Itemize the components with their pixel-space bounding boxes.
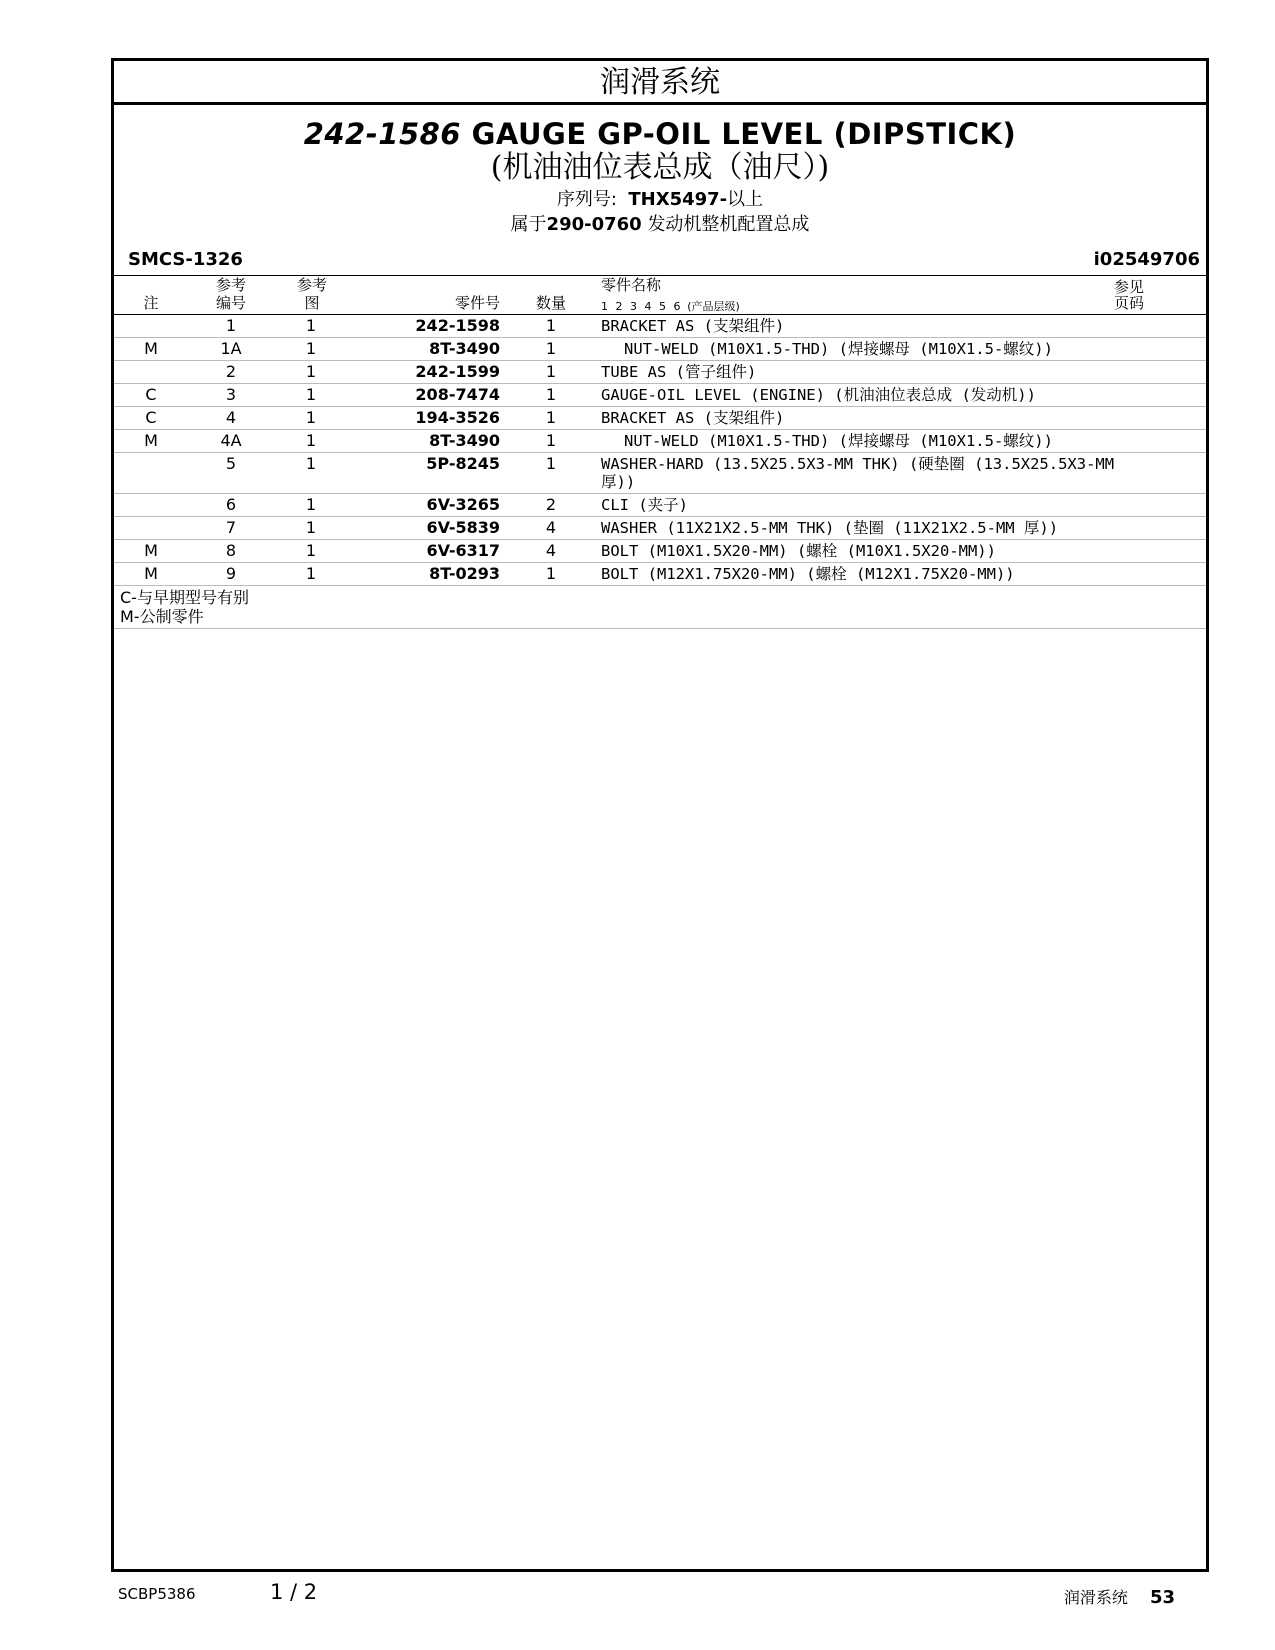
row-ref: 2 [225, 362, 237, 381]
footer-section: 润滑系统 [1063, 1588, 1128, 1607]
row-ref: 6 [225, 495, 237, 514]
row-part-number[interactable]: 6V-3265 [426, 495, 500, 514]
row-fig: 1 [305, 564, 317, 583]
row-part-number[interactable]: 208-7474 [415, 385, 500, 404]
illustration-id: i02549706 [1093, 249, 1200, 270]
table-header [114, 275, 1206, 315]
row-note: M [144, 564, 158, 583]
row-qty: 1 [545, 431, 557, 450]
legend-item: C-与早期型号有别 [120, 588, 249, 607]
row-name: WASHER (11X21X2.5-MM THK) (垫圈 (11X21X2.5-MM 厚)) [601, 519, 1059, 537]
row-qty: 1 [545, 385, 557, 404]
row-part-number[interactable]: 8T-3490 [429, 339, 500, 358]
col-see-top: 参见 [1113, 278, 1144, 296]
parts-table [114, 315, 1206, 586]
row-part-number[interactable]: 194-3526 [415, 408, 500, 427]
serial-line [114, 187, 1206, 212]
row-part-number[interactable]: 5P-8245 [426, 454, 500, 473]
row-ref: 4 [225, 408, 237, 427]
row-name: CLI (夹子) [601, 496, 688, 514]
table-row[interactable] [114, 384, 1206, 407]
row-ref: 1A [220, 339, 242, 358]
serial-suffix: 以上 [727, 189, 764, 210]
col-qty: 数量 [535, 294, 566, 312]
row-fig: 1 [305, 541, 317, 560]
row-part-number[interactable]: 242-1599 [415, 362, 500, 381]
footer-page-number: 53 [1149, 1587, 1175, 1608]
row-fig: 1 [305, 316, 317, 335]
row-ref: 3 [225, 385, 237, 404]
row-ref: 8 [225, 541, 237, 560]
col-fig-bottom: 图 [304, 294, 320, 312]
parent-name: 发动机整机配置总成 [647, 214, 810, 235]
col-see-bottom: 页码 [1113, 294, 1144, 312]
row-name: WASHER-HARD (13.5X25.5X3-MM THK) (硬垫圈 (13.5X25.5X3-MM 厚)) [601, 455, 1115, 491]
row-qty: 1 [545, 564, 557, 583]
row-qty: 4 [545, 541, 557, 560]
notes-legend [114, 586, 1206, 629]
table-row[interactable] [114, 338, 1206, 361]
col-name-levels [601, 297, 740, 315]
footer-right [1064, 1585, 1175, 1608]
table-row[interactable] [114, 494, 1206, 517]
col-note: 注 [143, 294, 159, 312]
row-name: GAUGE-OIL LEVEL (ENGINE) (机油油位表总成 (发动机)) [601, 386, 1036, 404]
row-qty: 4 [545, 518, 557, 537]
col-ref-top: 参考 [215, 276, 246, 294]
row-name: TUBE AS (管子组件) [601, 363, 757, 381]
row-note: M [144, 339, 158, 358]
table-row[interactable] [114, 453, 1206, 494]
page-frame [111, 58, 1209, 1572]
row-fig: 1 [305, 339, 317, 358]
row-fig: 1 [305, 431, 317, 450]
row-part-number[interactable]: 8T-0293 [429, 564, 500, 583]
row-name: NUT-WELD (M10X1.5-THD) (焊接螺母 (M10X1.5-螺纹)) [624, 432, 1053, 450]
row-qty: 1 [545, 408, 557, 427]
parent-line [114, 212, 1206, 237]
row-fig: 1 [305, 518, 317, 537]
row-fig: 1 [305, 362, 317, 381]
col-name: 零件名称 [601, 276, 662, 294]
row-ref: 5 [225, 454, 237, 473]
serial-value: THX5497- [628, 189, 728, 210]
row-qty: 2 [545, 495, 557, 514]
row-qty: 1 [545, 316, 557, 335]
row-note: C [145, 385, 157, 404]
footer-page-of: 1 / 2 [270, 1580, 318, 1604]
table-row[interactable] [114, 361, 1206, 384]
product-levels: 1 2 3 4 5 6 [601, 300, 683, 313]
parent-prefix: 属于 [510, 214, 547, 235]
row-ref: 9 [225, 564, 237, 583]
footer-doc-id: SCBP5386 [118, 1585, 196, 1603]
row-part-number[interactable]: 6V-6317 [426, 541, 500, 560]
title-name-en: GAUGE GP-OIL LEVEL (DIPSTICK) [471, 117, 1017, 151]
row-ref: 4A [220, 431, 242, 450]
title-block [114, 105, 1206, 237]
table-row[interactable] [114, 315, 1206, 338]
row-fig: 1 [305, 454, 317, 473]
row-name: BOLT (M12X1.75X20-MM) (螺栓 (M12X1.75X20-MM)) [601, 565, 1015, 583]
table-row[interactable] [114, 563, 1206, 586]
row-qty: 1 [545, 362, 557, 381]
table-row[interactable] [114, 540, 1206, 563]
row-name: BRACKET AS (支架组件) [601, 317, 785, 335]
section-title: 润滑系统 [114, 61, 1206, 105]
row-part-number[interactable]: 6V-5839 [426, 518, 500, 537]
row-qty: 1 [545, 454, 557, 473]
table-row[interactable] [114, 407, 1206, 430]
meta-row [114, 245, 1206, 275]
row-part-number[interactable]: 8T-3490 [429, 431, 500, 450]
row-note: C [145, 408, 157, 427]
parent-part-link[interactable]: 290-0760 [546, 214, 642, 235]
serial-label: 序列号: [556, 189, 617, 210]
row-ref: 1 [225, 316, 237, 335]
row-fig: 1 [305, 385, 317, 404]
smcs-code: SMCS-1326 [128, 249, 243, 270]
row-fig: 1 [305, 408, 317, 427]
row-ref: 7 [225, 518, 237, 537]
title-part-number: 242-1586 [303, 117, 461, 151]
row-name: BRACKET AS (支架组件) [601, 409, 785, 427]
table-row[interactable] [114, 517, 1206, 540]
product-level-label: (产品层级) [687, 300, 740, 313]
row-note: M [144, 541, 158, 560]
col-fig-top: 参考 [296, 276, 327, 294]
row-fig: 1 [305, 495, 317, 514]
row-name: BOLT (M10X1.5X20-MM) (螺栓 (M10X1.5X20-MM)) [601, 542, 996, 560]
row-note: M [144, 431, 158, 450]
main-title [114, 117, 1206, 151]
table-row[interactable] [114, 430, 1206, 453]
row-qty: 1 [545, 339, 557, 358]
title-name-cn: (机油油位表总成（油尺）) [490, 150, 830, 185]
row-part-number[interactable]: 242-1598 [415, 316, 500, 335]
legend-item: M-公制零件 [120, 607, 204, 626]
row-name: NUT-WELD (M10X1.5-THD) (焊接螺母 (M10X1.5-螺纹)) [624, 340, 1053, 358]
col-ref-bottom: 编号 [215, 294, 246, 312]
col-part: 零件号 [454, 294, 500, 312]
